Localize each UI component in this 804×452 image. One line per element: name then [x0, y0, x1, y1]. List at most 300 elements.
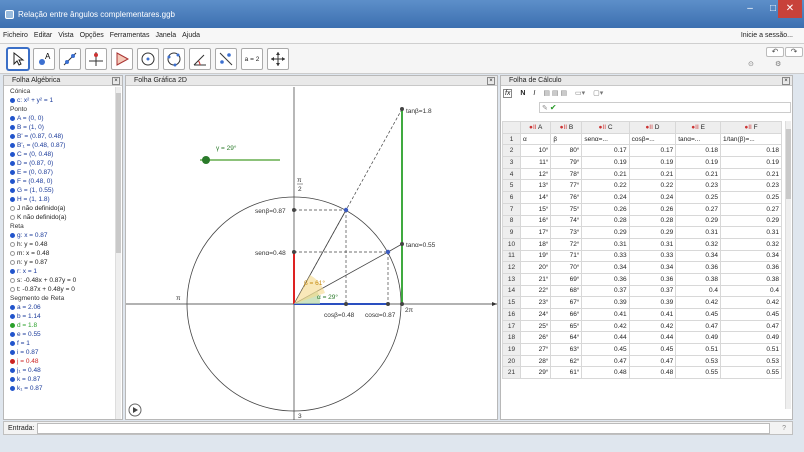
visibility-toggle-icon[interactable] [10, 116, 15, 121]
algebra-item[interactable] [4, 384, 114, 393]
algebra-item[interactable] [4, 303, 114, 312]
table-cell[interactable]: 0.31 [676, 227, 721, 239]
table-cell[interactable]: 0.49 [676, 332, 721, 344]
table-cell[interactable]: cosβ=... [629, 133, 676, 145]
algebra-item[interactable] [4, 249, 114, 258]
table-cell[interactable]: 0.34 [676, 250, 721, 262]
column-toggle-icon[interactable]: ●II [744, 123, 754, 131]
algebra-item[interactable] [4, 231, 114, 240]
visibility-toggle-icon[interactable] [10, 170, 15, 175]
visibility-toggle-icon[interactable] [10, 251, 15, 256]
table-cell[interactable]: 0.22 [629, 180, 676, 192]
visibility-toggle-icon[interactable] [10, 179, 15, 184]
algebra-item[interactable] [4, 357, 114, 366]
menu-editar[interactable]: Editar [33, 32, 53, 39]
confirm-edit-icon[interactable]: ✔ [549, 103, 557, 112]
table-cell[interactable]: 0.29 [721, 215, 782, 227]
corner-cell[interactable] [503, 122, 521, 134]
table-cell[interactable]: 0.45 [582, 344, 629, 356]
algebra-item-text: j = 0.48 [17, 358, 39, 365]
algebra-item[interactable] [4, 114, 114, 123]
column-toggle-icon[interactable]: ●II [645, 123, 655, 131]
table-cell[interactable]: 0.41 [629, 309, 676, 321]
column-toggle-icon[interactable]: ●II [559, 123, 569, 131]
algebra-item[interactable] [4, 267, 114, 276]
table-cell[interactable]: 0.27 [721, 203, 782, 215]
table-cell[interactable]: 0.42 [676, 297, 721, 309]
algebra-item[interactable] [4, 132, 114, 141]
table-cell[interactable]: 0.19 [676, 157, 721, 169]
algebra-item[interactable] [4, 168, 114, 177]
table-cell[interactable]: 0.4 [676, 285, 721, 297]
table-cell[interactable]: 0.55 [676, 367, 721, 379]
table-cell[interactable]: 20° [521, 262, 551, 274]
visibility-toggle-icon[interactable] [10, 206, 15, 211]
algebra-item[interactable] [4, 240, 114, 249]
algebra-item-text: E = (0, 0.87) [17, 169, 53, 176]
row-header[interactable]: 15 [503, 297, 521, 309]
algebra-item-text: d = 1.8 [17, 322, 38, 329]
table-cell[interactable]: 10° [521, 145, 551, 157]
row-header[interactable]: 1 [503, 133, 521, 145]
cancel-edit-icon[interactable]: ✎ [542, 105, 548, 112]
table-cell[interactable]: 0.34 [721, 250, 782, 262]
table-row [503, 355, 782, 367]
table-cell[interactable]: 0.55 [721, 367, 782, 379]
table-cell[interactable]: 21° [521, 273, 551, 285]
undo-icon[interactable]: ↶ [766, 47, 784, 57]
algebra-view-header [4, 76, 122, 86]
visibility-toggle-icon[interactable] [10, 305, 15, 310]
fill-color-icon[interactable]: ▭▾ [575, 90, 586, 97]
table-cell[interactable]: 0.26 [629, 203, 676, 215]
visibility-toggle-icon[interactable] [10, 377, 15, 382]
title-bar [0, 0, 804, 28]
maximize-button[interactable]: □ [769, 3, 777, 14]
table-cell[interactable]: 24° [521, 309, 551, 321]
close-algebra-view-icon[interactable]: × [112, 77, 120, 85]
table-cell[interactable]: 0.29 [582, 227, 629, 239]
table-cell[interactable]: 0.31 [582, 238, 629, 250]
table-cell[interactable]: 0.18 [676, 145, 721, 157]
table-cell[interactable]: 0.17 [629, 145, 676, 157]
table-cell[interactable]: 79° [551, 157, 582, 169]
visibility-toggle-icon[interactable] [10, 332, 15, 337]
algebra-item[interactable] [4, 321, 114, 330]
visibility-toggle-icon[interactable] [10, 350, 15, 355]
table-cell[interactable]: 18° [521, 238, 551, 250]
table-cell[interactable]: 0.39 [629, 297, 676, 309]
visibility-toggle-icon[interactable] [10, 134, 15, 139]
algebra-scrollbar[interactable] [115, 87, 121, 419]
row-header[interactable]: 10 [503, 238, 521, 250]
gamma-slider-handle[interactable] [202, 156, 210, 164]
row-header[interactable]: 5 [503, 180, 521, 192]
line-tool-icon[interactable] [59, 48, 81, 70]
row-header[interactable]: 3 [503, 157, 521, 169]
table-cell[interactable]: 1/tan(β)=... [721, 133, 782, 145]
table-cell[interactable]: 0.33 [582, 250, 629, 262]
close-spreadsheet-view-icon[interactable]: × [782, 77, 790, 85]
table-cell[interactable]: α [521, 133, 551, 145]
algebra-item[interactable] [4, 204, 114, 213]
table-cell[interactable]: senα=... [582, 133, 629, 145]
pi-half-denominator-label: 2 [298, 186, 302, 193]
menu-vista[interactable]: Vista [58, 32, 74, 39]
table-cell[interactable]: 0.49 [721, 332, 782, 344]
table-cell[interactable]: 22° [521, 285, 551, 297]
table-cell[interactable]: 62° [551, 355, 582, 367]
visibility-toggle-icon[interactable] [10, 323, 15, 328]
table-cell[interactable]: 26° [521, 332, 551, 344]
visibility-toggle-icon[interactable] [10, 242, 15, 247]
table-cell[interactable]: 0.47 [629, 355, 676, 367]
visibility-toggle-icon[interactable] [10, 233, 15, 238]
algebra-item[interactable] [4, 258, 114, 267]
close-graphics-view-icon[interactable]: × [487, 77, 495, 85]
close-button[interactable]: ✕ [778, 0, 802, 18]
table-cell[interactable]: 17° [521, 227, 551, 239]
algebra-item[interactable] [4, 177, 114, 186]
algebra-item-text: e = 0.55 [17, 331, 41, 338]
table-cell[interactable]: 0.25 [721, 192, 782, 204]
table-cell[interactable]: 0.47 [676, 320, 721, 332]
table-cell[interactable]: 0.39 [582, 297, 629, 309]
bold-icon[interactable]: N [520, 90, 526, 97]
visibility-toggle-icon[interactable] [10, 341, 15, 346]
table-cell[interactable]: 61° [551, 367, 582, 379]
visibility-toggle-icon[interactable] [10, 359, 15, 364]
table-cell[interactable]: 11° [521, 157, 551, 169]
table-cell[interactable]: 0.36 [676, 262, 721, 274]
visibility-toggle-icon[interactable] [10, 278, 15, 283]
table-cell[interactable]: 0.27 [676, 203, 721, 215]
table-row [503, 309, 782, 321]
table-cell[interactable]: 0.25 [676, 192, 721, 204]
table-cell[interactable]: 0.34 [629, 262, 676, 274]
cos-beta-label: cosβ=0.48 [324, 312, 355, 319]
table-cell[interactable]: 0.19 [629, 157, 676, 169]
column-toggle-icon[interactable]: ●II [691, 123, 701, 131]
window-title: Relação entre ângulos complementares.ggb [18, 10, 175, 19]
table-cell[interactable]: 0.44 [582, 332, 629, 344]
move-view-tool-icon[interactable] [267, 48, 289, 70]
table-cell[interactable]: 0.38 [721, 273, 782, 285]
input-help-icon[interactable]: ? [782, 425, 786, 432]
table-cell[interactable]: 0.19 [721, 157, 782, 169]
table-cell[interactable]: 0.45 [721, 309, 782, 321]
table-cell[interactable]: 0.31 [629, 238, 676, 250]
table-cell[interactable]: 65° [551, 320, 582, 332]
circle-tool-icon[interactable] [137, 48, 159, 70]
table-cell[interactable]: 0.51 [721, 344, 782, 356]
table-cell[interactable]: 63° [551, 344, 582, 356]
algebra-item[interactable] [4, 150, 114, 159]
table-cell[interactable]: 0.32 [676, 238, 721, 250]
table-cell[interactable]: 12° [521, 168, 551, 180]
sign-in-link[interactable]: Inicie a sessão... [740, 32, 793, 39]
table-cell[interactable]: 0.4 [721, 285, 782, 297]
column-toggle-icon[interactable]: ●II [529, 123, 539, 131]
table-row [503, 192, 782, 204]
column-header[interactable] [721, 122, 782, 134]
algebra-item[interactable] [4, 366, 114, 375]
table-cell[interactable]: 73° [551, 227, 582, 239]
visibility-toggle-icon[interactable] [10, 197, 15, 202]
algebra-item[interactable] [4, 375, 114, 384]
table-cell[interactable]: 0.23 [721, 180, 782, 192]
align-icons[interactable]: ▤ ▤ ▤ [543, 90, 568, 97]
fx-icon[interactable]: fx [505, 90, 511, 97]
visibility-toggle-icon[interactable] [10, 287, 15, 292]
table-row [503, 157, 782, 169]
algebra-item[interactable] [4, 348, 114, 357]
table-cell[interactable]: 78° [551, 168, 582, 180]
redo-icon[interactable]: ↷ [785, 47, 803, 57]
table-cell[interactable]: 16° [521, 215, 551, 227]
algebra-item[interactable] [4, 312, 114, 321]
algebra-item[interactable] [4, 123, 114, 132]
italic-icon[interactable]: I [533, 90, 536, 97]
table-cell[interactable]: 0.23 [676, 180, 721, 192]
menu-opcoes[interactable]: Opções [79, 32, 104, 39]
algebra-item[interactable] [4, 96, 114, 105]
table-row [503, 215, 782, 227]
table-cell[interactable]: tanα=... [676, 133, 721, 145]
table-cell[interactable]: 0.36 [582, 273, 629, 285]
table-cell[interactable]: 0.21 [721, 168, 782, 180]
algebra-item-text: Cónica [10, 88, 31, 95]
polygon-tool-icon[interactable] [111, 48, 133, 70]
reflect-tool-icon[interactable] [215, 48, 237, 70]
algebra-item-text: b = 1.14 [17, 313, 41, 320]
table-cell[interactable]: 0.37 [582, 285, 629, 297]
table-row [503, 273, 782, 285]
algebra-item[interactable] [4, 330, 114, 339]
row-header[interactable]: 16 [503, 309, 521, 321]
algebra-item-text: Ponto [10, 106, 27, 113]
algebra-item-text: j₁ = 0.48 [17, 367, 41, 374]
border-icon[interactable]: ▢▾ [593, 90, 604, 97]
algebra-item[interactable] [4, 186, 114, 195]
table-cell[interactable]: 0.34 [582, 262, 629, 274]
gamma-slider-label: γ = 29° [216, 145, 237, 152]
help-icon[interactable]: ⊙ [748, 61, 754, 68]
row-header[interactable]: 17 [503, 320, 521, 332]
slider-tool-icon[interactable] [241, 48, 263, 70]
menu-ferramentas[interactable]: Ferramentas [109, 32, 150, 39]
table-cell[interactable]: 0.21 [582, 168, 629, 180]
visibility-toggle-icon[interactable] [10, 386, 15, 391]
visibility-toggle-icon[interactable] [10, 98, 15, 103]
algebra-item[interactable] [4, 339, 114, 348]
visibility-toggle-icon[interactable] [10, 143, 15, 148]
table-cell[interactable]: 0.42 [721, 297, 782, 309]
visibility-toggle-icon[interactable] [10, 215, 15, 220]
table-cell[interactable]: 80° [551, 145, 582, 157]
menu-ficheiro[interactable]: Ficheiro [3, 32, 28, 39]
perpendicular-tool-icon[interactable] [85, 48, 107, 70]
table-cell[interactable]: 0.31 [721, 227, 782, 239]
algebra-item-text: k₁ = 0.87 [17, 385, 43, 392]
algebra-item[interactable] [4, 159, 114, 168]
column-header[interactable] [676, 122, 721, 134]
table-cell[interactable]: 67° [551, 297, 582, 309]
table-cell[interactable]: 0.18 [721, 145, 782, 157]
table-cell[interactable]: 13° [521, 180, 551, 192]
table-cell[interactable]: 0.51 [676, 344, 721, 356]
algebra-item-text: t: -0.87x + 0.48y = 0 [17, 286, 75, 293]
point-tool-icon[interactable] [33, 48, 55, 70]
table-cell[interactable]: 0.36 [629, 273, 676, 285]
table-cell[interactable]: 0.36 [721, 262, 782, 274]
algebra-item-text: B'₁ = (0.48, 0.87) [17, 142, 66, 149]
row-header[interactable]: 18 [503, 332, 521, 344]
algebra-item[interactable] [4, 195, 114, 204]
table-cell[interactable]: 64° [551, 332, 582, 344]
table-cell[interactable]: 28° [521, 355, 551, 367]
table-cell[interactable]: 0.24 [629, 192, 676, 204]
cos-alpha-label: cosα=0.87 [365, 312, 396, 319]
table-cell[interactable]: 72° [551, 238, 582, 250]
table-cell[interactable]: 0.21 [629, 168, 676, 180]
table-cell[interactable]: 0.42 [629, 320, 676, 332]
column-letter: F [753, 123, 758, 131]
cell-input-field[interactable] [539, 102, 791, 113]
table-cell[interactable]: 0.32 [721, 238, 782, 250]
graphics-canvas[interactable] [126, 87, 497, 420]
table-cell[interactable]: 29° [521, 367, 551, 379]
row-header[interactable]: 19 [503, 344, 521, 356]
table-cell[interactable]: 23° [521, 297, 551, 309]
table-cell[interactable]: 25° [521, 320, 551, 332]
input-field[interactable] [37, 423, 770, 434]
visibility-toggle-icon[interactable] [10, 161, 15, 166]
table-cell[interactable]: 0.42 [582, 320, 629, 332]
algebra-item[interactable] [4, 141, 114, 150]
table-cell[interactable]: 0.19 [582, 157, 629, 169]
visibility-toggle-icon[interactable] [10, 152, 15, 157]
column-header[interactable] [629, 122, 676, 134]
table-row [503, 344, 782, 356]
row-header[interactable]: 7 [503, 203, 521, 215]
algebra-item-text: F = (0.48, 0) [17, 178, 53, 185]
circle-three-points-tool-icon[interactable] [163, 48, 185, 70]
algebra-item[interactable] [4, 276, 114, 285]
visibility-toggle-icon[interactable] [10, 269, 15, 274]
spreadsheet-view-header [501, 76, 792, 86]
table-cell[interactable]: 0.44 [629, 332, 676, 344]
table-cell[interactable]: 0.26 [582, 203, 629, 215]
settings-gear-icon[interactable]: ⚙ [775, 61, 782, 68]
algebra-item[interactable] [4, 213, 114, 222]
column-header[interactable] [551, 122, 582, 134]
table-cell[interactable]: 0.45 [629, 344, 676, 356]
row-header[interactable]: 9 [503, 227, 521, 239]
row-header[interactable]: 2 [503, 145, 521, 157]
move-tool-icon[interactable] [7, 48, 29, 70]
table-cell[interactable]: 0.17 [582, 145, 629, 157]
algebra-object-list [4, 87, 114, 419]
menu-janela[interactable]: Janela [155, 32, 177, 39]
row-header[interactable]: 20 [503, 355, 521, 367]
minimize-button[interactable]: – [747, 3, 753, 14]
table-cell[interactable]: 70° [551, 262, 582, 274]
table-row [503, 203, 782, 215]
algebra-item-text: s: -0.48x + 0.87y = 0 [17, 277, 77, 284]
table-cell[interactable]: 0.48 [629, 367, 676, 379]
table-cell[interactable]: β [551, 133, 582, 145]
visibility-toggle-icon[interactable] [10, 368, 15, 373]
table-cell[interactable]: 0.29 [629, 227, 676, 239]
visibility-toggle-icon[interactable] [10, 314, 15, 319]
table-cell[interactable]: 0.48 [582, 367, 629, 379]
table-cell[interactable]: 0.47 [721, 320, 782, 332]
table-cell[interactable]: 0.22 [582, 180, 629, 192]
table-cell[interactable]: 0.24 [582, 192, 629, 204]
column-toggle-icon[interactable]: ●II [598, 123, 608, 131]
table-cell[interactable]: 27° [521, 344, 551, 356]
row-header[interactable]: 11 [503, 250, 521, 262]
spreadsheet-scrollbar[interactable] [785, 121, 791, 409]
table-cell[interactable]: 0.21 [676, 168, 721, 180]
visibility-toggle-icon[interactable] [10, 188, 15, 193]
sen-beta-label: senβ=0.87 [255, 208, 286, 215]
row-header[interactable]: 4 [503, 168, 521, 180]
table-cell[interactable]: 66° [551, 309, 582, 321]
table-cell[interactable]: 0.47 [582, 355, 629, 367]
algebra-item[interactable] [4, 285, 114, 294]
table-cell[interactable]: 0.37 [629, 285, 676, 297]
table-cell[interactable]: 0.33 [629, 250, 676, 262]
table-cell[interactable]: 71° [551, 250, 582, 262]
visibility-toggle-icon[interactable] [10, 260, 15, 265]
table-cell[interactable]: 0.41 [582, 309, 629, 321]
row-header[interactable]: 8 [503, 215, 521, 227]
menu-ajuda[interactable]: Ajuda [182, 32, 200, 39]
table-cell[interactable]: 0.29 [676, 215, 721, 227]
row-header[interactable]: 21 [503, 367, 521, 379]
table-cell[interactable]: 0.38 [676, 273, 721, 285]
angle-tool-icon[interactable] [189, 48, 211, 70]
visibility-toggle-icon[interactable] [10, 125, 15, 130]
spreadsheet-table[interactable] [502, 121, 782, 379]
table-cell[interactable]: 0.53 [676, 355, 721, 367]
row-header[interactable]: 14 [503, 285, 521, 297]
column-header[interactable] [582, 122, 629, 134]
table-cell[interactable]: 74° [551, 215, 582, 227]
algebra-category [4, 87, 114, 96]
table-cell[interactable]: 0.28 [629, 215, 676, 227]
table-cell[interactable]: 0.53 [721, 355, 782, 367]
table-cell[interactable]: 0.28 [582, 215, 629, 227]
table-cell[interactable]: 77° [551, 180, 582, 192]
table-cell[interactable]: 19° [521, 250, 551, 262]
table-cell[interactable]: 76° [551, 192, 582, 204]
column-header[interactable] [521, 122, 551, 134]
row-header[interactable]: 12 [503, 262, 521, 274]
row-header[interactable]: 6 [503, 192, 521, 204]
table-cell[interactable]: 69° [551, 273, 582, 285]
table-cell[interactable]: 14° [521, 192, 551, 204]
table-cell[interactable]: 75° [551, 203, 582, 215]
table-cell[interactable]: 15° [521, 203, 551, 215]
table-cell[interactable]: 68° [551, 285, 582, 297]
algebra-view-title: Folha Algébrica [12, 77, 61, 84]
algebra-item-text: B = (1, 0) [17, 124, 44, 131]
row-header[interactable]: 13 [503, 273, 521, 285]
table-cell[interactable]: 0.45 [676, 309, 721, 321]
